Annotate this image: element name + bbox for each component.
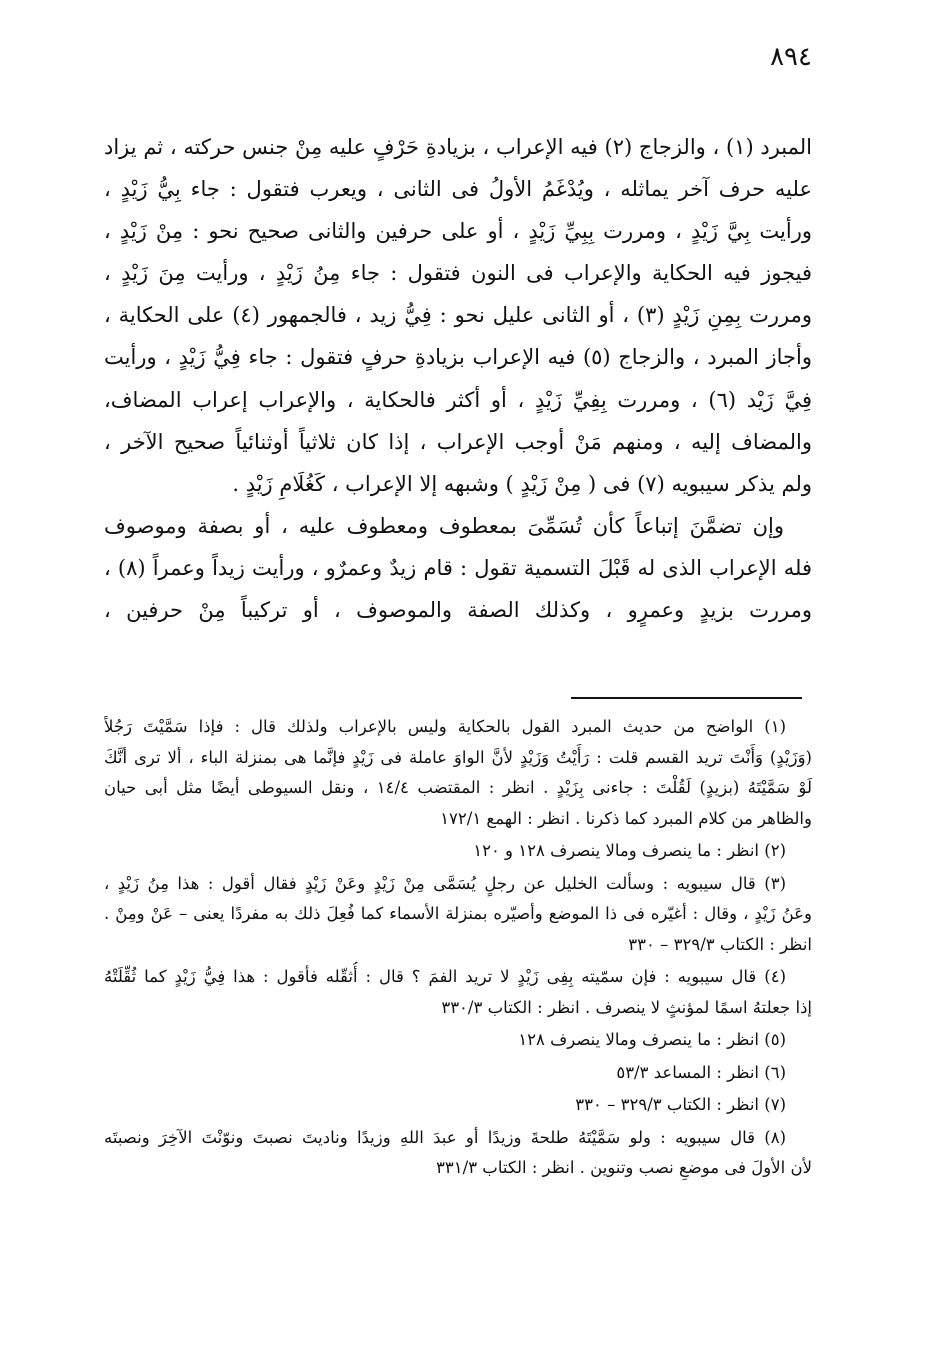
- text-line: المبرد (١) ، والزجاج (٢) فيه الإعراب ، بزيادةِ حَرْفٍ عليه مِنْ جنس حركته ، ثم يزاد: [104, 135, 812, 159]
- footnote-line: إذا جعلتهُ اسمًا لمؤنثٍ لا ينصرف . انظر : الكتاب ٣٣٠/٣: [441, 997, 812, 1017]
- footnote-line: (١) الواضح من حديث المبرد القول بالحكاية وليس بالإعراب ولذلك قال : فإذا سَمَّيْتَ رَجُلاً: [104, 717, 786, 736]
- footnote-line: (٣) قال سيبويه : وسألت الخليل عن رجلٍ يُسَمَّى مِنْ زَيْدٍ وعَنْ زَيْدٍ فقال أقول : هذا مِنُ زَيْدٍ ،: [104, 873, 786, 893]
- footnote-8: [104, 1123, 812, 1184]
- text-line: فيجوز فيه الحكاية والإعراب فى النون فتقول : جاء مِنُ زَيْدٍ ، ورأيت مِنَ زَيْدٍ ،: [104, 261, 812, 286]
- footnote-line: لأن الأولَ فى موضعِ نصب وتنوين . انظر : الكتاب ٣٣١/٣: [436, 1158, 812, 1177]
- text-line: والمضاف إليه ، ومنهم مَنْ أوجب الإعراب ، إذا كان ثلاثياً أوثنائياً صحيح الآخر ،: [104, 429, 812, 454]
- page-number: ٨٩٤: [770, 42, 812, 72]
- footnote-line: (٧) انظر : الكتاب ٣٢٩/٣ – ٣٣٠: [575, 1095, 786, 1114]
- footnote-line: (٨) قال سيبويه : ولو سَمَّيْتَهُ طلحةَ وزيدًا أو عبدَ اللهِ وزيدًا وناديتَ نصبتَ ونوّنْتَ الآخِرَ ونصبتَه: [104, 1127, 786, 1147]
- text-line: ولم يذكر سيبويه (٧) فى ( مِنْ زَيْدٍ ) وشبهه إلا الإعراب ، كَغُلَامِ زَيْدٍ .: [232, 471, 812, 496]
- footnote-line: (٢) انظر : ما ينصرف ومالا ينصرف ١٢٨ و ١٢٠: [473, 841, 786, 860]
- text-line: فِيَّ زَيْد (٦) ، ومررت بِفِيِّ زَيْدٍ ، أو أكثر فالحكاية ، والإعراب إعراب المضاف،: [104, 387, 812, 412]
- footnote-5: [104, 1025, 812, 1056]
- footnotes: [104, 712, 812, 1184]
- footnote-2: [104, 836, 812, 867]
- footnote-line: والظاهر من كلام المبرد كما ذكرنا . انظر : الهمع ١٧٢/١: [440, 808, 812, 828]
- footnote-line: (٤) قال سيبويه : فإن سمّيته بِفِى زَيْدٍ لا تريد الفمَ ؟ قال : أُثقّله فأقول : هذا فِيُّ زَيْدٍ كما ثُقِّلَتْهُ: [104, 967, 786, 986]
- text-line: ومررت بِمِنِ زَيْدٍ (٣) ، أو الثانى عليل نحو : فِيُّ زيد ، فالجمهور (٤) على الحكاية ،: [104, 303, 812, 328]
- footnote-7: [104, 1090, 812, 1121]
- text-line: وإن تضمَّنَ إتباعاً كأن تُسَمِّىَ بمعطوف ومعطوف عليه ، أو بصفة وموصوف: [104, 513, 784, 538]
- footnote-line: وعَنُ زَيْدٍ ، وقال : أغيّره فى ذا الموضع وأصيّره بمنزلة الأسماء كما فُعِلَ ذلك به مفردًا يعنى – عَنْ ومِنْ .: [104, 904, 812, 923]
- footnote-line: (وَزَيْدٍ) وَأَنْتَ تريد القسم قلت : رَأَيْتُ وَزَيْدٍ لأنَّ الواوَ عاملة فى زَيْدٍ فإنَّما هى بمنزلة الباء ، ألا ترى أنَّكَ: [104, 747, 812, 767]
- text-line: عليه حرف آخر يماثله ، ويُدْغَمُ الأولُ فى الثانى ، ويعرب فتقول : جاء بِيُّ زَيْدٍ ،: [104, 177, 812, 202]
- footnote-line: (٥) انظر : ما ينصرف ومالا ينصرف ١٢٨: [518, 1030, 786, 1049]
- text-line: ورأيت بِيَّ زَيْدٍ ، ومررت بِبِيِّ زَيْدٍ ، أو على حرفين والثانى صحيح نحو : مِنْ زَيْدٍ ،: [104, 219, 812, 244]
- footnote-line: انظر : الكتاب ٣٢٩/٣ – ٣٣٠: [628, 934, 812, 954]
- footnote-6: [104, 1058, 812, 1089]
- text-line: ومررت بزيدٍ وعمرٍو ، وكذلك الصفة والموصوف ، أو تركيباً مِنْ حرفين ،: [104, 598, 812, 623]
- footnote-line: (٦) انظر : المساعد ٥٣/٣: [616, 1062, 786, 1082]
- footnote-divider: [571, 697, 802, 699]
- footnote-line: لَوْ سَمَّيْتَهُ (بزيدٍ) لَقُلْتَ : جاءنى بِزَيْدٍ . انظر : المقتضب ١٤/٤ ، ونقل السيوطى أيضًا مثل أبى حيان: [104, 778, 812, 797]
- footnote-4: [104, 962, 812, 1023]
- footnote-1: [104, 712, 812, 834]
- text-line: وأجاز المبرد ، والزجاج (٥) فيه الإعراب بزيادةِ حرفٍ فتقول : جاء فِيُّ زَيْدٍ ، ورأيت: [104, 345, 812, 370]
- main-text: [104, 126, 812, 631]
- text-line: فله الإعراب الذى له قَبْلَ التسمية تقول : قام زيدٌ وعمرٌو ، ورأيت زيداً وعمراً (٨) ،: [104, 555, 812, 580]
- footnote-3: [104, 869, 812, 961]
